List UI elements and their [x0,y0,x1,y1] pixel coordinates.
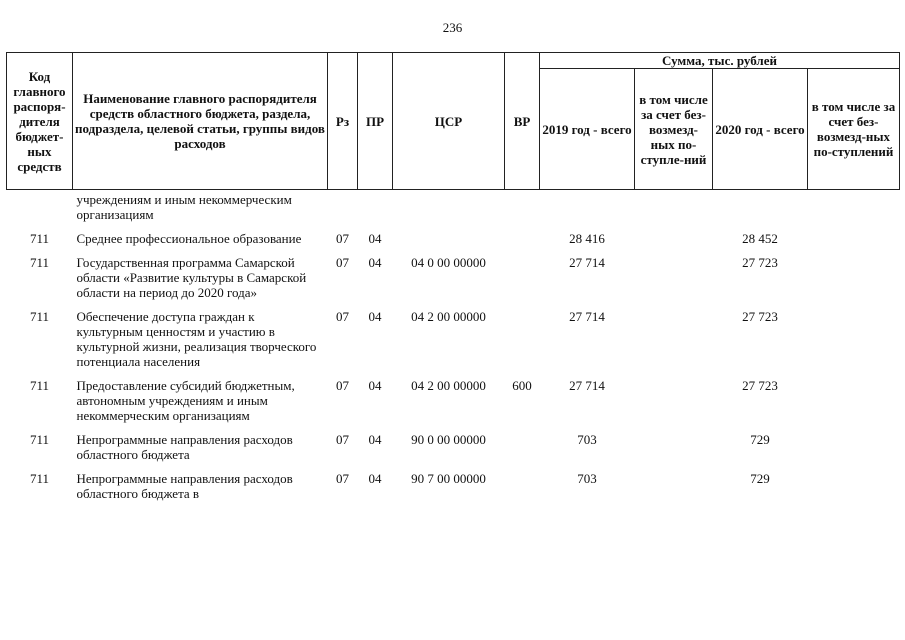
cell-csr [393,222,505,246]
table-row [7,369,900,423]
header-2019-free: в том числе за счет без-возмезд-ных по-ступле-ний [635,69,713,190]
cell-vr [505,423,540,462]
cell-rz: 07 [336,432,349,447]
header-2020-total: 2020 год - всего [713,69,808,190]
cell-2020-free [808,369,900,423]
cell-2019-free [635,246,713,300]
cell-csr: 04 0 00 00000 [411,255,486,270]
header-pr: ПР [358,53,393,190]
cell-2020-total: 729 [750,432,770,447]
table-row [7,462,900,501]
header-rz: Рз [328,53,358,190]
budget-table [6,52,900,501]
cell-2020-total: 27 723 [742,255,778,270]
cell-name: Непрограммные направления расходов областного бюджета в [76,471,293,501]
cell-pr: 04 [368,378,382,393]
table-row [7,423,900,462]
cell-name: Непрограммные направления расходов областного бюджета [76,432,293,462]
header-name: Наименование главного распорядителя средств областного бюджета, раздела, подраздела, целевой статьи, группы видов расходов [73,53,328,190]
cell-csr [393,190,505,223]
cell-2019-free [635,423,713,462]
cell-2020-total: 27 723 [742,378,778,393]
cell-pr: 04 [368,309,382,324]
cell-2019-free [635,369,713,423]
cell-name: Обеспечение доступа граждан к культурным ценностям и участию в культурной жизни, реализация творческого потенциала населения [76,309,317,369]
cell-vr: 600 [512,378,532,393]
cell-code: 711 [29,231,50,246]
cell-2020-total: 27 723 [742,309,778,324]
table-header [7,53,900,190]
cell-code: 711 [29,432,50,447]
cell-csr: 90 7 00 00000 [411,471,486,486]
cell-csr: 04 2 00 00000 [411,309,486,324]
header-vr: ВР [505,53,540,190]
cell-2020-free [808,222,900,246]
header-2020-free: в том числе за счет без-возмезд-ных по-ступлений [808,69,900,190]
cell-rz: 07 [336,471,349,486]
cell-vr [505,190,540,223]
cell-2019-total: 27 714 [569,255,605,270]
cell-2020-total: 729 [750,471,770,486]
table-body [7,190,900,502]
cell-rz: 07 [336,309,349,324]
cell-pr [358,190,393,223]
cell-2020-free [808,423,900,462]
cell-2019-total: 27 714 [569,378,605,393]
cell-2019-total: 28 416 [569,231,605,246]
table-row [7,246,900,300]
table-row [7,300,900,369]
cell-2019-total [540,190,635,223]
cell-vr [505,246,540,300]
header-2019-total: 2019 год - всего [540,69,635,190]
cell-2020-free [808,190,900,223]
cell-2019-free [635,462,713,501]
cell-2019-free [635,300,713,369]
cell-code: 711 [29,471,50,486]
cell-csr: 90 0 00 00000 [411,432,486,447]
cell-pr: 04 [368,255,382,270]
cell-code [7,190,73,223]
header-code: Код главного распоря-дителя бюджет-ных средств [7,53,73,190]
page-number: 236 [442,20,463,35]
cell-code: 711 [29,378,50,393]
cell-name: Предоставление субсидий бюджетным, автономным учреждениям и иным некоммерческим организациям [76,378,295,423]
cell-2020-total [713,190,808,223]
cell-pr: 04 [368,432,382,447]
table-row [7,222,900,246]
cell-code: 711 [29,309,50,324]
cell-pr: 04 [368,471,382,486]
cell-2020-free [808,246,900,300]
cell-2019-free [635,190,713,223]
header-csr: ЦСР [393,53,505,190]
cell-rz: 07 [336,378,349,393]
cell-2019-total: 703 [577,432,597,447]
cell-vr [505,222,540,246]
cell-name: учреждениям и иным некоммерческим организациям [76,192,292,222]
cell-vr [505,462,540,501]
header-sum: Сумма, тыс. рублей [540,53,900,69]
cell-2020-free [808,300,900,369]
cell-2019-free [635,222,713,246]
cell-rz: 07 [336,231,349,246]
cell-code: 711 [29,255,50,270]
cell-2019-total: 703 [577,471,597,486]
cell-name: Среднее профессиональное образование [76,231,302,246]
cell-pr: 04 [368,231,382,246]
cell-name: Государственная программа Самарской области «Развитие культуры в Самарской области на период до 2020 года» [76,255,307,300]
cell-vr [505,300,540,369]
cell-rz: 07 [336,255,349,270]
table-row [7,190,900,223]
cell-2020-free [808,462,900,501]
cell-2020-total: 28 452 [742,231,778,246]
cell-rz [328,190,358,223]
cell-csr: 04 2 00 00000 [411,378,486,393]
cell-2019-total: 27 714 [569,309,605,324]
